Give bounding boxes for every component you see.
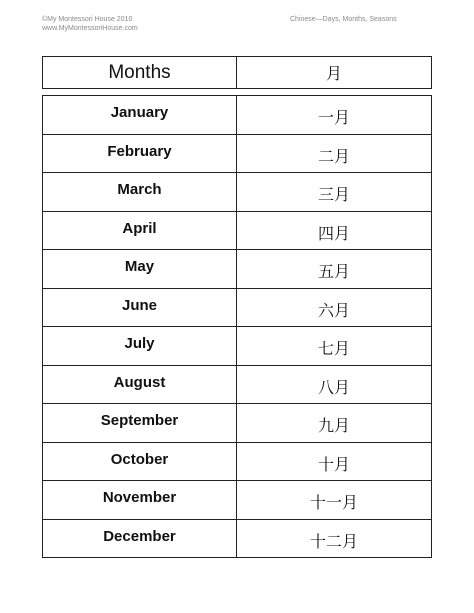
month-chinese-cell: 二月: [317, 146, 350, 166]
month-chinese-cell: 十月: [317, 454, 350, 474]
month-row: [43, 366, 431, 405]
month-english-cell: June: [43, 289, 237, 327]
month-chinese-cell: 五月: [317, 262, 350, 282]
month-row: [43, 404, 431, 443]
month-chinese-cell: 十二月: [309, 531, 358, 551]
month-row: [43, 212, 431, 251]
header-website-line: www.MyMontessoriHouse.com: [42, 25, 138, 32]
month-english-cell: May: [43, 250, 237, 288]
month-row: [43, 443, 431, 482]
month-row: [43, 289, 431, 328]
month-english-cell: February: [43, 135, 237, 173]
month-english-cell: December: [43, 520, 237, 558]
month-english-cell: October: [43, 443, 237, 481]
header-copyright-line: ©My Montessori House 2010: [42, 16, 133, 23]
month-row: [43, 520, 431, 558]
month-chinese-cell: 九月: [317, 416, 350, 436]
month-english-cell: September: [43, 404, 237, 442]
month-chinese-cell: 一月: [317, 108, 350, 128]
month-row: [43, 96, 431, 135]
month-english-cell: January: [43, 96, 237, 134]
title-chinese-cell: 月: [325, 64, 342, 83]
month-english-cell: August: [43, 366, 237, 404]
month-chinese-cell: 八月: [317, 377, 350, 397]
month-chinese-cell: 六月: [317, 300, 350, 320]
title-table: [42, 56, 432, 89]
month-chinese-cell: 十一月: [309, 493, 358, 513]
month-row: [43, 327, 431, 366]
month-row: [43, 173, 431, 212]
month-chinese-cell: 三月: [317, 185, 350, 205]
month-row: [43, 481, 431, 520]
month-row: [43, 135, 431, 174]
month-english-cell: November: [43, 481, 237, 519]
header-subject: [290, 15, 397, 24]
month-english-cell: March: [43, 173, 237, 211]
title-english-cell: Months: [43, 57, 237, 88]
header-copyright: [42, 15, 138, 33]
month-chinese-cell: 四月: [317, 223, 350, 243]
month-english-cell: July: [43, 327, 237, 365]
month-row: [43, 250, 431, 289]
header-subject-line: Chinese—Days, Months, Seasons: [290, 16, 397, 23]
months-table: [42, 95, 432, 558]
month-chinese-cell: 七月: [317, 339, 350, 359]
month-english-cell: April: [43, 212, 237, 250]
